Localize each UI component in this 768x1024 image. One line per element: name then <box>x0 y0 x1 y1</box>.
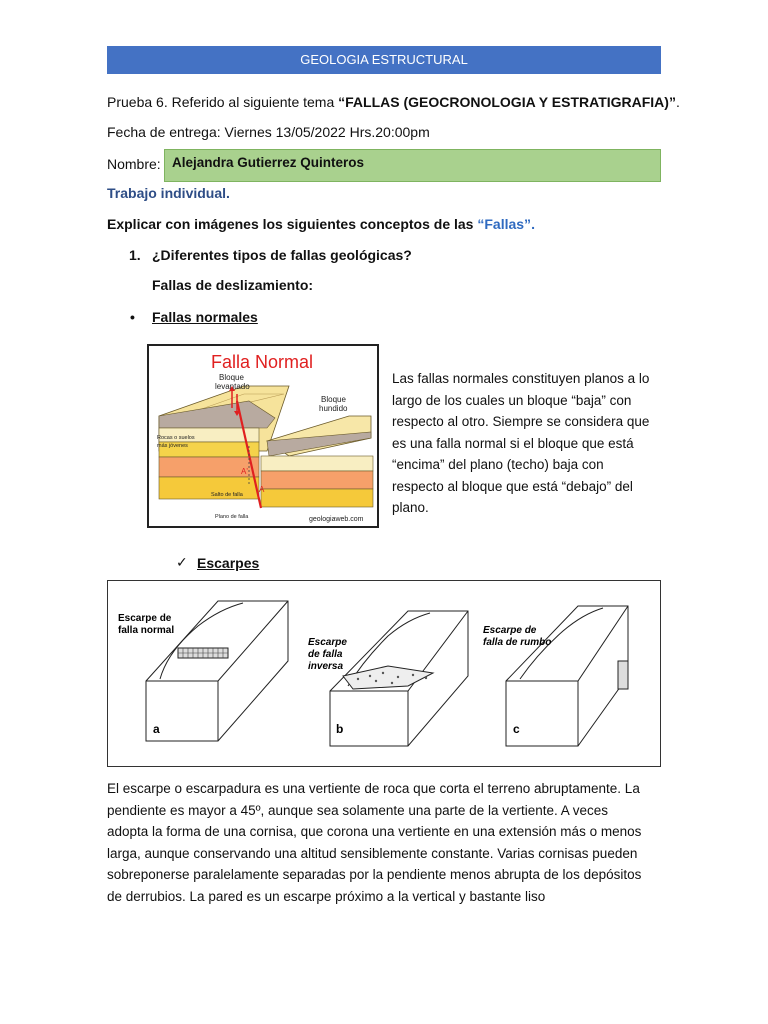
scarp-c-label-1: Escarpe de <box>483 625 537 636</box>
bullet-marker: • <box>130 309 135 325</box>
scarp-letter-a: a <box>153 722 160 736</box>
para1-line: respecto al bloque que está “debajo” del <box>392 478 633 494</box>
para1-line: plano. <box>392 500 429 515</box>
name-label: Nombre: <box>107 156 161 172</box>
para2-line: sobreponerse paralelamente separadas por la pendiente menos abrupta de los depósitos <box>107 867 642 882</box>
question-number: 1. <box>129 247 141 263</box>
intro-line <box>107 92 680 112</box>
para2-line: El escarpe o escarpadura es una vertiente de roca que corta el terreno abruptamente. La <box>107 781 640 796</box>
label-plano: Plano de falla <box>215 514 249 520</box>
name-value: Alejandra Gutierrez Quinteros <box>172 155 365 170</box>
label-a: A <box>259 485 265 494</box>
bullet-escarpes: Escarpes <box>197 555 260 571</box>
document-header <box>107 46 661 74</box>
header-title: GEOLOGIA ESTRUCTURAL <box>300 52 468 67</box>
label-bloque-hundido-1: Bloque <box>321 395 346 404</box>
due-date: Fecha de entrega: Viernes 13/05/2022 Hrs.20:00pm <box>107 124 430 140</box>
instruction-highlight: “Fallas” <box>477 216 532 232</box>
instruction-prefix: Explicar con imágenes los siguientes conceptos de las <box>107 216 478 232</box>
label-bloque-levantado-1: Bloque <box>219 373 244 382</box>
intro-topic: “FALLAS (GEOCRONOLOGIA Y ESTRATIGRAFIA)” <box>338 94 676 110</box>
scarp-a-label-2: falla normal <box>118 625 175 636</box>
scarp-b-label-1: Escarpe <box>308 637 347 648</box>
label-salto: Salto de falla <box>211 492 243 498</box>
para2-line: larga, aunque conservando una altitud sensiblemente constante. Varias cornisas pueden <box>107 845 638 861</box>
para1-line: “encima” del plano (techo) baja con <box>392 457 604 472</box>
scarp-b-label-2: de falla <box>308 649 343 660</box>
bullet-fallas-normales: Fallas normales <box>152 309 258 325</box>
figure1-title: Falla Normal <box>211 352 314 372</box>
para1-line: Las fallas normales constituyen planos a lo <box>392 371 650 386</box>
scarps-figure <box>107 580 661 767</box>
scarp-c-label-2: falla de rumbo <box>483 637 552 648</box>
question-text: ¿Diferentes tipos de fallas geológicas? <box>152 247 412 263</box>
figure1-credit: geologiaweb.com <box>309 516 364 523</box>
intro-suffix: . <box>675 94 680 110</box>
label-rocas-2: más jóvenes <box>157 443 188 449</box>
normal-fault-figure <box>147 344 379 528</box>
scarp-b-label-3: inversa <box>308 661 344 672</box>
label-a-prime: A' <box>241 467 248 476</box>
intro-prefix: Prueba 6. Referido al siguiente tema <box>107 94 339 110</box>
instruction-suffix: . <box>531 216 535 232</box>
para2-line: pendiente es mayor a 45º, aunque sea solamente una parte de la vertiente. A veces <box>107 802 609 818</box>
para2-line: adopta la forma de una cornisa, que corona una vertiente en una extensión más o menos <box>107 824 642 839</box>
scarps-diagram <box>108 581 660 766</box>
scarp-letter-c: c <box>513 722 520 736</box>
paragraph-fallas-normales <box>392 368 662 519</box>
instruction <box>107 214 535 234</box>
checkmark-icon: ✓ <box>176 554 188 570</box>
scarp-a-label-1: Escarpe de <box>118 613 172 624</box>
work-type: Trabajo individual. <box>107 185 230 201</box>
paragraph-escarpes <box>107 778 667 907</box>
subheading: Fallas de deslizamiento: <box>152 277 314 293</box>
label-bloque-levantado-2: levantado <box>215 382 250 391</box>
label-bloque-hundido-2: hundido <box>319 404 348 413</box>
normal-fault-diagram <box>149 346 377 526</box>
para1-line: respecto al otro. Siempre se considera que <box>392 414 650 429</box>
scarp-letter-b: b <box>336 722 344 736</box>
para1-line: largo de los cuales un bloque “baja” con <box>392 392 632 408</box>
label-rocas-1: Rocas o suelos <box>157 435 195 441</box>
para2-line: de derrubios. La pared es un escarpe próximo a la vertical y bastante liso <box>107 888 546 904</box>
para1-line: es una falla normal si el bloque que está <box>392 435 634 451</box>
